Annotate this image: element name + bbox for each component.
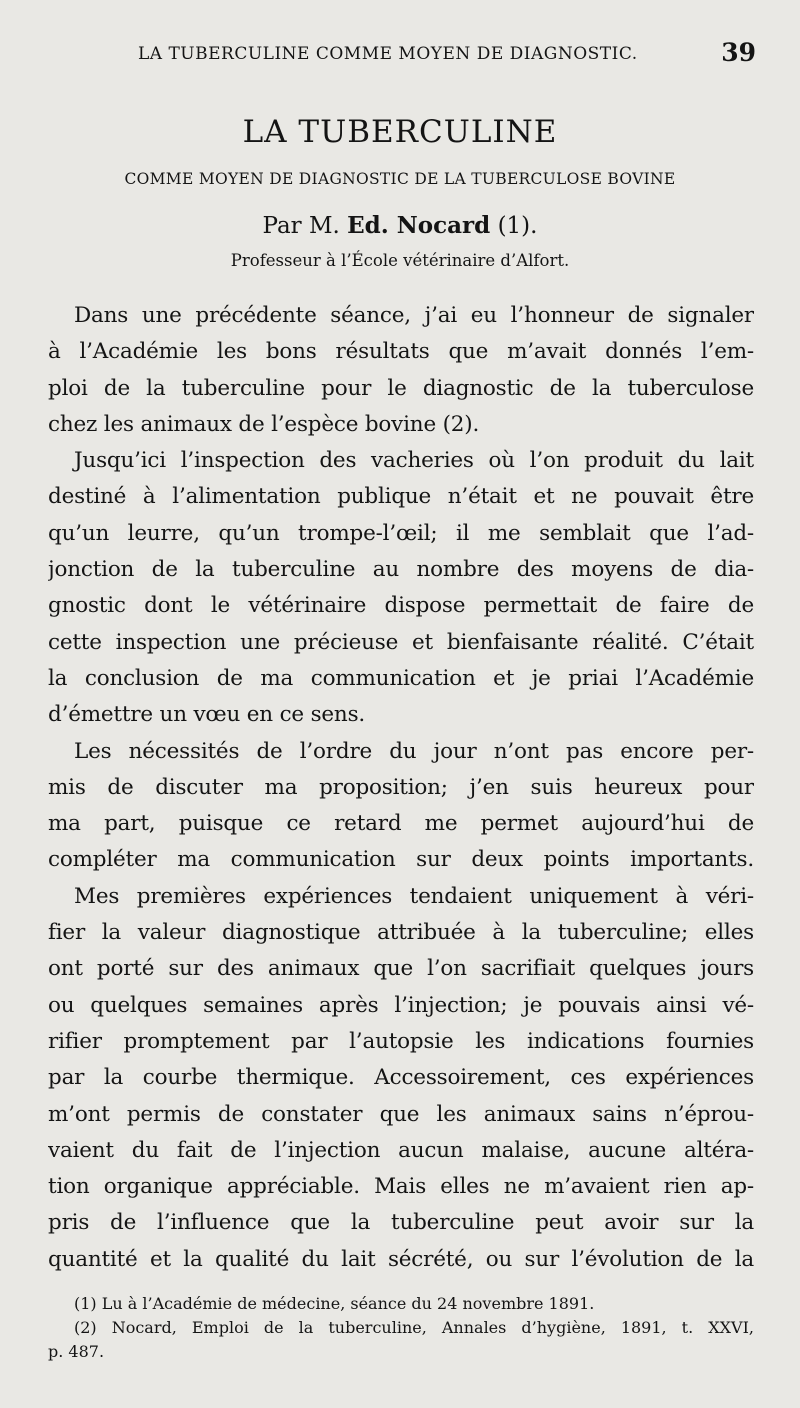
article-subtitle: COMME MOYEN DE DIAGNOSTIC DE LA TUBERCULOSE BOVINE [124,170,676,188]
byline-prefix: Par M. [262,213,340,239]
text-line: Dans une précédente séance, j’ai eu l’honneur de signaler [74,303,754,328]
footnotes [48,1292,754,1364]
footnote: (2) Nocard, Emploi de la tuberculine, Annales d’hygiène, 1891, t. XXVI, [74,1318,754,1337]
footnote: (1) Lu à l’Académie de médecine, séance du 24 novembre 1891. [74,1294,595,1313]
text-line: jonction de la tuberculine au nombre des moyens de dia- [48,557,754,583]
article-title: LA TUBERCULINE [242,114,558,150]
text-line: gnostic dont le vétérinaire dispose permettait de faire de [48,593,754,619]
text-line: ont porté sur des animaux que l’on sacrifiait quelques jours [48,956,754,982]
byline [0,212,800,239]
text-line: par la courbe thermique. Accessoirement, ces expériences [48,1065,754,1091]
text-line: destiné à l’alimentation publique n’était et ne pouvait être [48,484,754,510]
text-line: Les nécessités de l’ordre du jour n’ont pas encore per- [74,738,754,764]
text-line: ou quelques semaines après l’injection; je pouvais ainsi vé- [48,992,754,1018]
footnote: p. 487. [48,1342,105,1361]
page-number: 39 [721,38,756,67]
text-line: Mes premières expériences tendaient uniquement à véri- [74,883,754,909]
text-line: d’émettre un vœu en ce sens. [48,702,366,728]
author-affiliation: Professeur à l’École vétérinaire d’Alfort. [230,251,570,270]
text-line: Jusqu’ici l’inspection des vacheries où l’on produit du lait [74,448,754,474]
text-line: vaient du fait de l’injection aucun malaise, aucune altéra- [48,1137,754,1163]
text-line: la conclusion de ma communication et je priai l’Académie [48,665,754,691]
text-line: à l’Académie les bons résultats que m’avait donnés l’em- [48,339,754,365]
text-line: m’ont permis de constater que les animaux sains n’éprou- [48,1101,754,1127]
text-line: quantité et la qualité du lait sécrété, ou sur l’évolution de la [48,1246,754,1272]
article-body [48,298,754,1278]
text-line: tion organique appréciable. Mais elles ne m’avaient rien ap- [48,1174,754,1200]
text-line: ploi de la tuberculine pour le diagnostic de la tuberculose [48,375,754,401]
footnote-ref: (1). [497,213,538,239]
running-title: LA TUBERCULINE COMME MOYEN DE DIAGNOSTIC. [138,44,638,64]
text-line: pris de l’influence que la tuberculine peut avoir sur la [48,1210,754,1236]
author-name: Ed. Nocard [347,212,491,239]
text-line: fier la valeur diagnostique attribuée à la tuberculine; elles [48,920,754,946]
running-head [138,38,756,68]
text-line: ma part, puisque ce retard me permet aujourd’hui de [48,811,754,837]
text-line: cette inspection une précieuse et bienfaisante réalité. C’était [48,629,754,655]
text-line: qu’un leurre, qu’un trompe-l’œil; il me semblait que l’ad- [48,520,754,546]
text-line: rifier promptement par l’autopsie les indications fournies [48,1028,754,1054]
text-line: compléter ma communication sur deux points importants. [48,847,754,873]
text-line: mis de discuter ma proposition; j’en suis heureux pour [48,774,754,800]
text-line: chez les animaux de l’espèce bovine (2). [48,411,480,437]
